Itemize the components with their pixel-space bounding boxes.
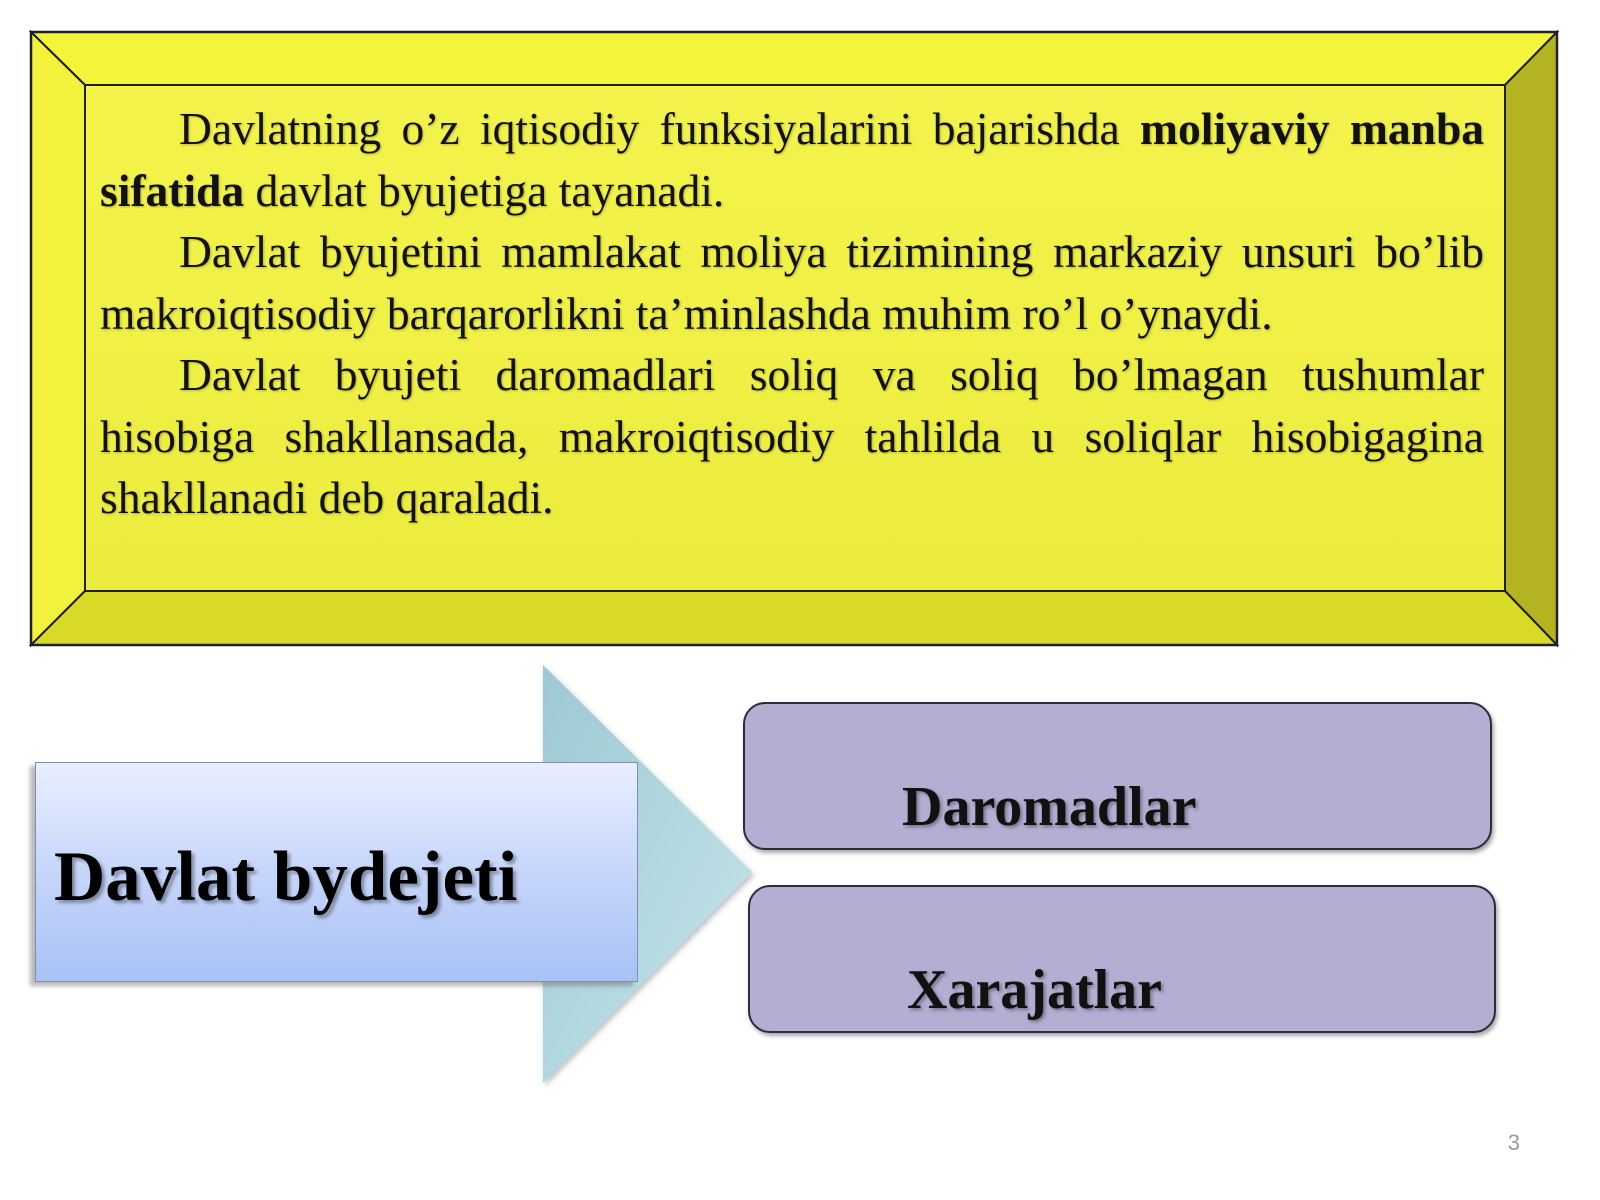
page-number: 3 [1507,1130,1520,1155]
paragraph-1-text-b: davlat byujetiga tayanadi. [244,164,725,216]
branch-label-expenses: Xarajatlar [907,959,1163,1021]
branch-label-income: Daromadlar [902,776,1197,838]
paragraph-1-text-a: Davlatning o’z iqtisodiy funksiyalarini bajarishda [179,103,1141,154]
paragraph-3: Davlat byujeti daromadlari soliq va soliq bo’lmagan tushumlar hisobiga shakllansada, makroiqtisodiy tahlilda u soliqlar hisobigagina shakllanadi deb qaraladi. [100,349,1484,523]
paragraph-1-bold: moliyaviy manba sifatida [100,103,1484,216]
source-label: Davlat bydejeti [54,837,518,916]
branch-box-expenses [748,885,1496,1033]
source-box [35,762,638,982]
paragraph-2: Davlat byujetini mamlakat moliya tizimining markaziy unsuri bo’lib makroiqtisodiy barqarorlikni ta’minlashda muhim ro’l o’ynaydi. [100,226,1484,339]
branch-box-income [743,702,1492,850]
